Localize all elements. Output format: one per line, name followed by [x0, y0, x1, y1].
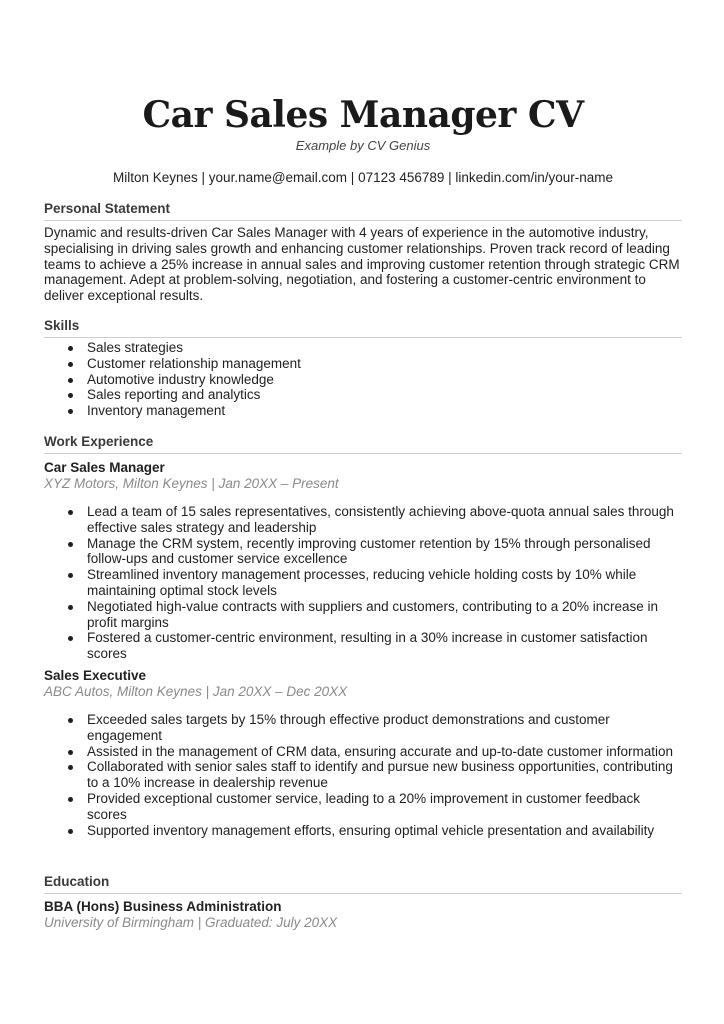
list-item — [87, 599, 682, 631]
bullet-text: Fostered a customer-centric environment, resulting in a 30% increase in customer satisfaction scores — [87, 630, 648, 662]
personal-statement-section — [44, 200, 682, 304]
skills-list — [44, 340, 682, 419]
job-meta: ABC Autos, Milton Keynes | Jan 20XX – Dec 20XX — [44, 683, 348, 699]
bullet-dot — [68, 797, 73, 802]
list-item — [87, 823, 682, 839]
skills-heading: Skills — [44, 317, 682, 338]
bullet-dot — [68, 573, 73, 578]
personal-statement-heading: Personal Statement — [44, 200, 682, 221]
skill-text: Inventory management — [87, 403, 226, 419]
list-item — [87, 630, 682, 662]
page-subtitle: Example by CV Genius — [295, 138, 431, 153]
bullet-dot — [68, 542, 73, 547]
work-experience-heading: Work Experience — [44, 433, 682, 454]
skill-text: Sales strategies — [87, 340, 184, 355]
job-meta: XYZ Motors, Milton Keynes | Jan 20XX – Present — [44, 476, 339, 491]
bullet-dot — [68, 829, 73, 834]
bullet-dot — [68, 510, 73, 515]
skill-text: Customer relationship management — [87, 355, 301, 371]
education-section — [44, 873, 682, 931]
list-item — [87, 712, 682, 744]
bullet-dot — [68, 765, 73, 770]
bullet-dot — [68, 605, 73, 610]
list-item — [87, 744, 682, 760]
education-heading: Education — [44, 873, 682, 894]
list-item — [87, 567, 682, 599]
bullet-dot — [68, 750, 73, 755]
list-item — [87, 403, 682, 419]
bullet-dot — [68, 409, 73, 414]
bullet-dot — [68, 718, 73, 723]
bullet-dot — [68, 393, 73, 398]
list-item — [87, 372, 682, 388]
bullet-dot — [68, 378, 73, 383]
contact-line: Milton Keynes | your.name@email.com | 07123 456789 | linkedin.com/in/your-name — [113, 170, 613, 185]
bullet-text: Supported inventory management efforts, ensuring optimal vehicle presentation and availability — [87, 822, 655, 838]
list-item — [87, 356, 682, 372]
job-bullets — [44, 712, 682, 838]
list-item — [87, 340, 682, 356]
job-title: Car Sales Manager — [44, 460, 165, 475]
bullet-text: Provided exceptional customer service, leading to a 20% improvement in customer feedback scores — [87, 790, 641, 822]
bullet-dot — [68, 636, 73, 641]
skill-text: Sales reporting and analytics — [87, 387, 261, 403]
job-entry — [44, 460, 682, 662]
bullet-text: Lead a team of 15 sales representatives, consistently achieving above-quota annual sales through effective sales strategy and leadership — [87, 504, 674, 535]
list-item — [87, 387, 682, 403]
skills-section — [44, 317, 682, 419]
bullet-dot — [68, 346, 73, 351]
bullet-dot — [68, 362, 73, 367]
job-title: Sales Executive — [44, 667, 147, 683]
list-item — [87, 791, 682, 823]
list-item — [87, 504, 682, 536]
bullet-text: Collaborated with senior sales staff to identify and pursue new business opportunities, contributing to a 10% increase in dealership revenue — [87, 759, 673, 791]
skill-text: Automotive industry knowledge — [87, 371, 274, 387]
bullet-text: Assisted in the management of CRM data, ensuring accurate and up-to-date customer information — [87, 743, 674, 759]
page-title: Car Sales Manager CV — [142, 94, 584, 136]
bullet-text: Streamlined inventory management processes, reducing vehicle holding costs by 10% while maintaining optimal stock levels — [87, 567, 637, 598]
bullet-text: Manage the CRM system, recently improving customer retention by 15% through personalised follow-ups and customer service excellence — [87, 535, 651, 567]
work-experience-section — [44, 433, 682, 838]
list-item — [87, 759, 682, 791]
degree-title: BBA (Hons) Business Administration — [44, 899, 282, 914]
bullet-text: Negotiated high-value contracts with suppliers and customers, contributing to a 20% increase in profit margins — [87, 598, 659, 630]
bullet-text: Exceeded sales targets by 15% through effective product demonstrations and customer engagement — [87, 711, 610, 743]
list-item — [87, 536, 682, 568]
job-entry — [44, 668, 682, 838]
education-meta: University of Birmingham | Graduated: July 20XX — [44, 915, 338, 930]
job-bullets — [44, 504, 682, 662]
personal-statement-text: Dynamic and results-driven Car Sales Manager with 4 years of experience in the automotive industry, specialising in driving sales growth and enhancing customer relationships. Proven track record of leading teams to achieve a 25% increase in annual sales and improving customer retention through strategic CRM management. Adept at problem-solving, negotiation, and fostering a customer-centric environment to deliver exceptional results. — [44, 225, 680, 304]
